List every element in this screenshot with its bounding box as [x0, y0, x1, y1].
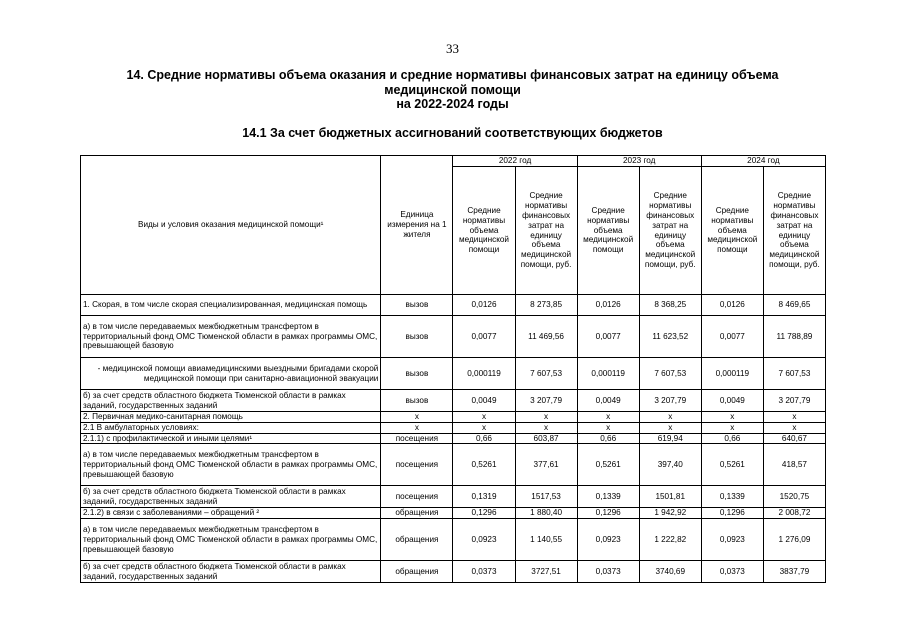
cost-2023: 3 207,79 [639, 390, 701, 412]
row-name: а) в том числе передаваемых межбюджетным трансфертом в территориальный фонд ОМС Тюменской области в рамках программы ОМС, превышающей базовую [81, 316, 381, 358]
cost-2022: 1 880,40 [515, 508, 577, 519]
volume-2023: 0,0077 [577, 316, 639, 358]
volume-2024: 0,0077 [701, 316, 763, 358]
volume-2022: 0,0373 [453, 561, 515, 583]
title-line: на 2022-2024 годы [396, 97, 509, 111]
row-unit: вызов [381, 390, 453, 412]
row-name: 1. Скорая, в том числе скорая специализированная, медицинская помощь [81, 295, 381, 316]
cost-2024: х [763, 422, 825, 433]
cost-2024: 7 607,53 [763, 358, 825, 390]
volume-2024: 0,0923 [701, 519, 763, 561]
norms-table [80, 155, 826, 583]
section-title: 14.1 За счет бюджетных ассигнований соответствующих бюджетов [242, 126, 663, 140]
row-unit: обращения [381, 561, 453, 583]
document-title [0, 68, 905, 112]
row-name: - медицинской помощи авиамедицинскими выездными бригадами скорой медицинской помощи при санитарно-авиационной эвакуации [81, 358, 381, 390]
cost-2024: 1520,75 [763, 486, 825, 508]
table-body [81, 295, 826, 583]
page-number: 33 [446, 41, 459, 56]
row-name: 2. Первичная медико-санитарная помощь [81, 412, 381, 423]
cost-2022: 1517,53 [515, 486, 577, 508]
cost-2022: 7 607,53 [515, 358, 577, 390]
row-unit: обращения [381, 519, 453, 561]
row-unit: посещения [381, 433, 453, 444]
volume-2024: 0,5261 [701, 444, 763, 486]
volume-2022: 0,5261 [453, 444, 515, 486]
cost-2024: 3 207,79 [763, 390, 825, 412]
header-year: 2022 год [453, 156, 577, 167]
row-unit: вызов [381, 358, 453, 390]
header-unit: Единица измерения на 1 жителя [381, 156, 453, 295]
row-unit: обращения [381, 508, 453, 519]
header-year: 2023 год [577, 156, 701, 167]
table-row [81, 422, 826, 433]
cost-2022: х [515, 422, 577, 433]
table-header [81, 156, 826, 295]
cost-2022: 377,61 [515, 444, 577, 486]
row-name: а) в том числе передаваемых межбюджетным трансфертом в территориальный фонд ОМС Тюменской области в рамках программы ОМС, превышающей базовую [81, 444, 381, 486]
table-row [81, 358, 826, 390]
cost-2023: 8 368,25 [639, 295, 701, 316]
cost-2023: 1 222,82 [639, 519, 701, 561]
row-name: 2.1.2) в связи с заболеваниями – обращений ² [81, 508, 381, 519]
volume-2023: 0,5261 [577, 444, 639, 486]
cost-2024: 1 276,09 [763, 519, 825, 561]
header-volume: Средние нормативы объема медицинской помощи [453, 167, 515, 295]
volume-2022: х [453, 412, 515, 423]
cost-2023: 1 942,92 [639, 508, 701, 519]
cost-2024: 8 469,65 [763, 295, 825, 316]
cost-2023: 619,94 [639, 433, 701, 444]
header-row-years [81, 156, 826, 167]
table-row [81, 508, 826, 519]
volume-2024: 0,0373 [701, 561, 763, 583]
cost-2022: 3727,51 [515, 561, 577, 583]
cost-2023: 397,40 [639, 444, 701, 486]
cost-2023: 11 623,52 [639, 316, 701, 358]
volume-2023: 0,66 [577, 433, 639, 444]
header-cost: Средние нормативы финансовых затрат на единицу объема медицинской помощи, руб. [639, 167, 701, 295]
header-kind: Виды и условия оказания медицинской помощи¹ [81, 156, 381, 295]
volume-2024: 0,1339 [701, 486, 763, 508]
volume-2024: 0,0126 [701, 295, 763, 316]
row-name: а) в том числе передаваемых межбюджетным трансфертом в территориальный фонд ОМС Тюменской области в рамках программы ОМС, превышающей базовую [81, 519, 381, 561]
volume-2023: 0,1339 [577, 486, 639, 508]
title-line: 14. Средние нормативы объема оказания и средние нормативы финансовых затрат на единицу объема [126, 68, 779, 82]
table-row [81, 412, 826, 423]
volume-2022: 0,0077 [453, 316, 515, 358]
volume-2022: 0,66 [453, 433, 515, 444]
row-name: б) за счет средств областного бюджета Тюменской области в рамках заданий, государственных заданий [81, 561, 381, 583]
volume-2023: 0,0126 [577, 295, 639, 316]
volume-2023: 0,0373 [577, 561, 639, 583]
cost-2022: 1 140,55 [515, 519, 577, 561]
volume-2022: х [453, 422, 515, 433]
table-row [81, 390, 826, 412]
volume-2023: х [577, 422, 639, 433]
table-row [81, 444, 826, 486]
row-unit: посещения [381, 444, 453, 486]
cost-2023: х [639, 422, 701, 433]
cost-2022: 8 273,85 [515, 295, 577, 316]
volume-2023: 0,000119 [577, 358, 639, 390]
cost-2024: 11 788,89 [763, 316, 825, 358]
header-volume: Средние нормативы объема медицинской помощи [701, 167, 763, 295]
cost-2023: 3740,69 [639, 561, 701, 583]
table-row [81, 519, 826, 561]
volume-2022: 0,1319 [453, 486, 515, 508]
volume-2023: 0,0923 [577, 519, 639, 561]
volume-2022: 0,0049 [453, 390, 515, 412]
row-unit: посещения [381, 486, 453, 508]
header-cost: Средние нормативы финансовых затрат на единицу объема медицинской помощи, руб. [515, 167, 577, 295]
table-row [81, 561, 826, 583]
title-line: медицинской помощи [384, 82, 521, 97]
table-row [81, 295, 826, 316]
volume-2022: 0,000119 [453, 358, 515, 390]
row-unit: х [381, 422, 453, 433]
row-name: б) за счет средств областного бюджета Тюменской области в рамках заданий, государственных заданий [81, 390, 381, 412]
volume-2022: 0,0923 [453, 519, 515, 561]
cost-2024: 418,57 [763, 444, 825, 486]
header-cost: Средние нормативы финансовых затрат на единицу объема медицинской помощи, руб. [763, 167, 825, 295]
table-row [81, 486, 826, 508]
volume-2024: х [701, 412, 763, 423]
cost-2022: 603,87 [515, 433, 577, 444]
row-name: б) за счет средств областного бюджета Тюменской области в рамках заданий, государственных заданий [81, 486, 381, 508]
volume-2024: 0,66 [701, 433, 763, 444]
volume-2024: 0,000119 [701, 358, 763, 390]
table-row [81, 433, 826, 444]
volume-2022: 0,0126 [453, 295, 515, 316]
table-row [81, 316, 826, 358]
volume-2024: 0,1296 [701, 508, 763, 519]
row-name: 2.1.1) с профилактической и иными целями¹ [81, 433, 381, 444]
cost-2024: х [763, 412, 825, 423]
row-unit: х [381, 412, 453, 423]
cost-2022: 11 469,56 [515, 316, 577, 358]
cost-2023: х [639, 412, 701, 423]
cost-2024: 2 008,72 [763, 508, 825, 519]
cost-2022: х [515, 412, 577, 423]
volume-2023: 0,1296 [577, 508, 639, 519]
volume-2024: х [701, 422, 763, 433]
volume-2023: х [577, 412, 639, 423]
cost-2022: 3 207,79 [515, 390, 577, 412]
volume-2022: 0,1296 [453, 508, 515, 519]
row-unit: вызов [381, 316, 453, 358]
volume-2024: 0,0049 [701, 390, 763, 412]
volume-2023: 0,0049 [577, 390, 639, 412]
cost-2023: 1501,81 [639, 486, 701, 508]
cost-2024: 3837,79 [763, 561, 825, 583]
cost-2024: 640,67 [763, 433, 825, 444]
cost-2023: 7 607,53 [639, 358, 701, 390]
header-year: 2024 год [701, 156, 825, 167]
header-volume: Средние нормативы объема медицинской помощи [577, 167, 639, 295]
row-name: 2.1 В амбулаторных условиях: [81, 422, 381, 433]
row-unit: вызов [381, 295, 453, 316]
